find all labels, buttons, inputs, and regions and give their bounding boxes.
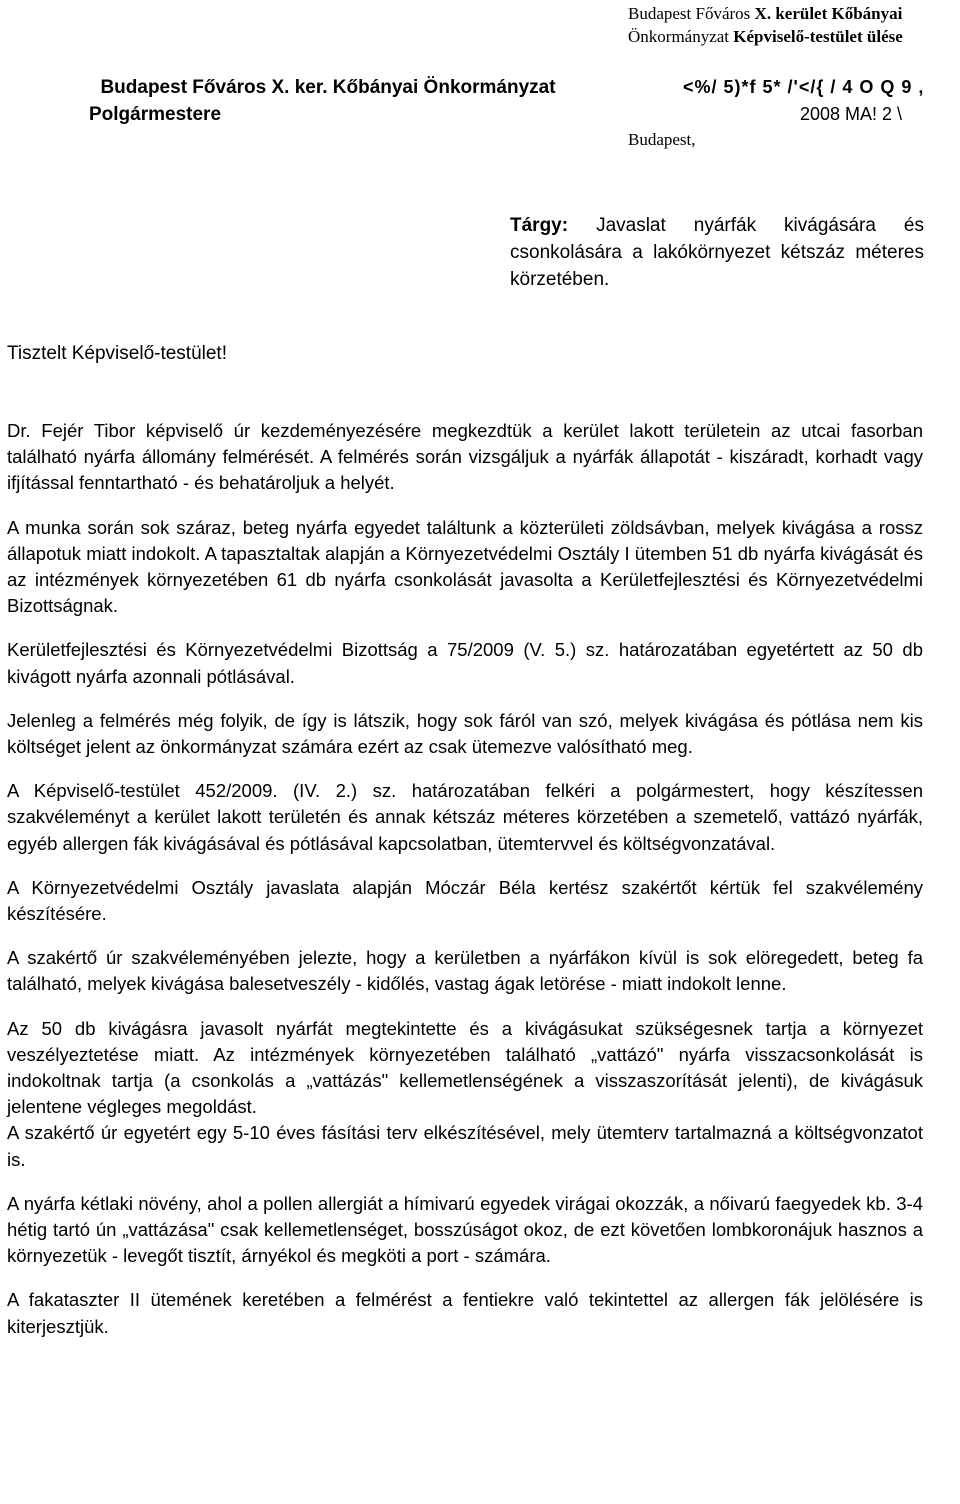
paragraph: Dr. Fejér Tibor képviselő úr kezdeményezésére megkezdtük a kerület lakott területein az utcai fasorban található nyárfa állomány felmérését. A felmérés során vizsgáljuk a nyárfák állapotát - kiszáradt, korhadt vagy ifjítással fenntartható - és behatároljuk a helyét. xyxy=(7,420,923,494)
paragraph: A nyárfa kétlaki növény, ahol a pollen allergiát a hímivarú egyedek virágai okozzák, a nőivarú faegyedek kb. 3-4 hétig tartó ún „vattázása" csak kellemetlenséget, bosszúságot okoz, de ezt követően lombkoronájuk hasznos a környezetük - levegőt tisztít, árnyékol és megköti a port - számára. xyxy=(7,1192,923,1267)
paragraph: A fakataszter II ütemének keretében a felmérést a fentiekre való tekintettel az allergen fák jelölésére is kiterjesztjük. xyxy=(7,1289,923,1337)
paragraph: A Környezetvédelmi Osztály javaslata alapján Móczár Béla kertész szakértőt kértük fel szakvélemény készítésére. xyxy=(7,876,923,925)
paragraph: A szakértő úr szakvéleményében jelezte, hogy a kerületben a nyárfákon kívül is sok elöregedett, beteg fa található, melyek kivágása balesetveszély - kidőlés, vastag ágak letörése - miatt indokolt lenne. xyxy=(7,947,923,995)
sender-organization: Budapest Főváros X. ker. Kőbányai Önkormányzat xyxy=(100,77,556,98)
salutation: Tisztelt Képviselő-testület! xyxy=(7,343,227,364)
stamp-date: 2008 MA! 2 \ xyxy=(800,104,903,124)
letter-body xyxy=(7,418,923,1340)
subject-block xyxy=(510,212,924,293)
sender-title: Polgármestere xyxy=(89,104,222,125)
paragraph: A munka során sok száraz, beteg nyárfa egyedet találtunk a közterületi zöldsávban, melyek kivágása a rossz állapotuk miatt indokolt. A tapasztaltak alapján a Környezetvédelmi Osztály I ütemben 51 db nyárfa kivágását és az intézmények környezetében 61 db nyárfa csonkolását javasolta a Kerületfejlesztési és Környezetvédelmi Bizottságnak. xyxy=(7,516,923,617)
city-line: Budapest, xyxy=(628,130,696,149)
paragraph: Kerületfejlesztési és Környezetvédelmi Bizottság a 75/2009 (V. 5.) sz. határozatában egyetértett az 50 db kivágott nyárfa azonnali pótlásával. xyxy=(7,639,923,687)
meeting-header xyxy=(628,2,958,48)
registration-stamp xyxy=(683,74,958,128)
meeting-header-line-1 xyxy=(628,2,958,25)
meeting-header-line-1-bold: X. kerület Kőbányai xyxy=(754,4,903,23)
meeting-header-line-2-plain: Önkormányzat xyxy=(628,27,734,46)
paragraph: A Képviselő-testület 452/2009. (IV. 2.) sz. határozatában felkéri a polgármestert, hogy készítessen szakvéleményt a kerület lakott területén és annak kétszáz méteres körzetében a szemetelő, vattázó nyárfák, egyéb allergen fák kivágásával és pótlásával kapcsolatban, ütemtervvel és költségvonzatával. xyxy=(7,780,923,854)
paragraph: Jelenleg a felmérés még folyik, de így is látszik, hogy sok fáról van szó, melyek kivágása és pótlása nem kis költséget jelent az önkormányzat számára ezért az csak ütemezve valósítható meg. xyxy=(7,709,923,758)
meeting-header-line-1-plain: Budapest Főváros xyxy=(628,4,755,23)
subject-label: Tárgy: xyxy=(510,215,569,236)
meeting-header-line-2 xyxy=(628,25,958,48)
paragraph: A szakértő úr egyetért egy 5-10 éves fásítási terv elkészítésével, mely ütemterv tartalmazná a költségvonzatot is. xyxy=(7,1122,923,1170)
subject-text: Javaslat nyárfák kivágására és csonkolására a lakókörnyezet kétszáz méteres körzetében. xyxy=(510,215,924,290)
stamp-code: <%/ 5)*f 5* /'</{ / 4 O Q 9 , xyxy=(683,77,925,97)
paragraph: Az 50 db kivágásra javasolt nyárfát megtekintette és a kivágásukat szükségesnek tartja a környezet veszélyeztetése miatt. Az intézmények környezetében található „vattázó" nyárfa visszacsonkolását is indokoltnak tartja (a csonkolás a „vattázás" kellemetlenségének a visszaszorítását jelenti), de kivágásuk jelentene végleges megoldást. xyxy=(7,1017,923,1118)
meeting-header-line-2-bold: Képviselő-testület ülése xyxy=(733,27,903,46)
sender-block xyxy=(58,74,598,128)
